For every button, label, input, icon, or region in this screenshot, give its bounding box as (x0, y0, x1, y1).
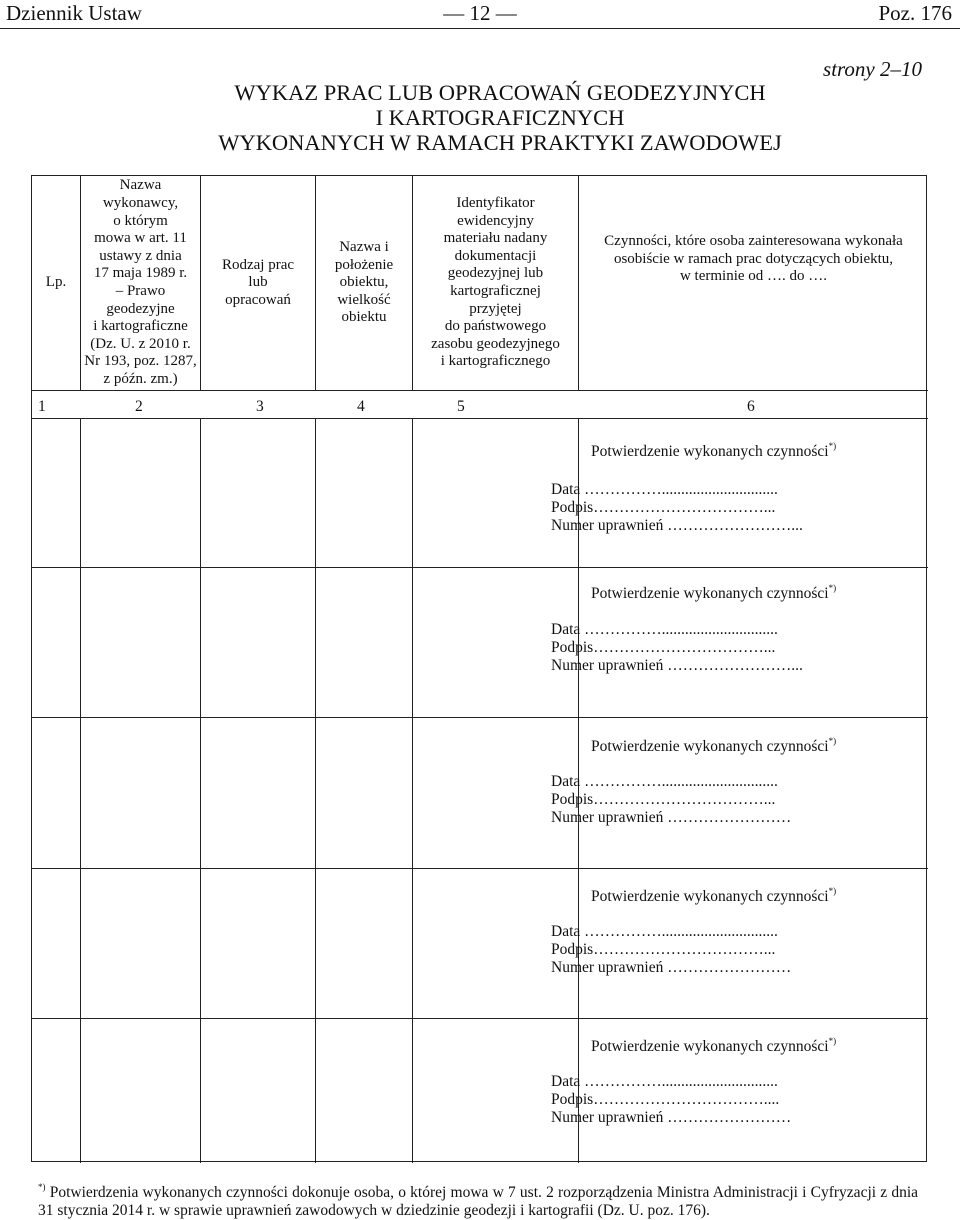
column-divider (80, 418, 81, 1163)
text-line: geodezyjnej lub (447, 265, 544, 282)
column-number: 6 (747, 398, 755, 415)
column-number: 3 (256, 398, 264, 415)
header-activities (579, 176, 928, 390)
date-field[interactable]: Data …………….............................. (551, 481, 778, 498)
date-field[interactable]: Data …………….............................. (551, 773, 778, 790)
license-number-field[interactable]: Numer uprawnień …………………… (551, 959, 792, 976)
pages-note: strony 2–10 (823, 57, 922, 81)
confirmation-title: Potwierdzenie wykonanych czynności*) (591, 1036, 837, 1055)
text-line: ewidencyjny (457, 212, 534, 229)
confirmation-title: Potwierdzenie wykonanych czynności*) (591, 886, 837, 905)
signature-field[interactable]: Podpis……………………………... (551, 639, 776, 656)
signature-field[interactable]: Podpis……………………………... (551, 791, 776, 808)
row-divider (32, 418, 928, 419)
text-line: geodezyjne (106, 300, 175, 317)
title-line: WYKAZ PRAC LUB OPRACOWAŃ GEODEZYJNYCH (234, 80, 766, 105)
column-number: 2 (135, 398, 143, 415)
confirmation-title: Potwierdzenie wykonanych czynności*) (591, 583, 837, 602)
title-line: I KARTOGRAFICZNYCH (375, 105, 625, 130)
text-line: mowa w art. 11 (94, 230, 187, 247)
header-object (316, 176, 412, 390)
column-number: 5 (457, 398, 465, 415)
confirmation-title: Potwierdzenie wykonanych czynności*) (591, 441, 837, 460)
text-line: 17 maja 1989 r. (93, 265, 188, 282)
header-lp (32, 176, 80, 390)
header-work-type-label: Rodzaj prac lub opracowań (221, 256, 295, 308)
text-line: kartograficznej (450, 283, 541, 299)
document-title (150, 80, 850, 155)
text-line: z późn. zm.) (103, 370, 178, 387)
row-divider (32, 1018, 928, 1019)
row-divider (32, 717, 928, 718)
license-number-field[interactable]: Numer uprawnień …………………… (551, 809, 792, 826)
text-line: i kartograficznego (440, 353, 551, 370)
text-line: w terminie od …. do …. (679, 268, 828, 285)
confirmation-title: Potwierdzenie wykonanych czynności*) (591, 736, 837, 755)
license-number-field[interactable]: Numer uprawnień …………………… (551, 1109, 792, 1126)
text-line: i kartograficzne (93, 318, 188, 335)
footnote-text: Potwierdzenia wykonanych czynności dokonuje osoba, o której mowa w 7 ust. 2 rozporządzenia Ministra Administracji i Cyfryzacji z dnia 31 stycznia 2014 r. w sprawie uprawnień zawodowych w dziedzinie geodezji i kartografii (Dz. U. poz. 176). (38, 1184, 919, 1219)
text-line: wykonawcy, (102, 195, 179, 212)
text-line: ustawy z dnia (99, 247, 182, 264)
header-work-type (201, 176, 315, 390)
footnote-mark: *) (828, 736, 837, 746)
text-line: materiału nadany (443, 230, 548, 247)
text-line: osobiście w ramach prac dotyczących obiektu, (613, 250, 894, 267)
text-line: Nr 193, poz. 1287, (84, 353, 197, 370)
column-number: 4 (357, 398, 365, 415)
text-line: – Prawo (115, 283, 166, 299)
footnote-mark: *) (828, 441, 837, 451)
text-line: o którym (113, 212, 168, 229)
header-contractor (81, 176, 200, 390)
signature-field[interactable]: Podpis……………………………... (551, 941, 776, 958)
text-line: do państwowego (444, 318, 547, 335)
column-divider (315, 418, 316, 1163)
page-number: — 12 — (443, 1, 517, 25)
row-divider (32, 868, 928, 869)
text-line: Identyfikator (456, 195, 535, 212)
footnote-mark: *) (828, 583, 837, 593)
column-number: 1 (38, 398, 46, 415)
license-number-field[interactable]: Numer uprawnień ……………………... (551, 517, 803, 534)
footnote-mark: *) (828, 886, 837, 896)
text-line: Czynności, które osoba zainteresowana wykonała (604, 233, 903, 249)
header-identifier (413, 176, 578, 390)
journal-name: Dziennik Ustaw (6, 1, 142, 25)
signature-field[interactable]: Podpis……………………………... (551, 499, 776, 516)
text-line: przyjętej (469, 300, 522, 317)
date-field[interactable]: Data …………….............................. (551, 621, 778, 638)
footnote-mark: *) (828, 1036, 837, 1046)
license-number-field[interactable]: Numer uprawnień ……………………... (551, 657, 803, 674)
column-divider (200, 418, 201, 1163)
title-line: WYKONANYCH W RAMACH PRAKTYKI ZAWODOWEJ (218, 130, 782, 155)
header-identifier-label (431, 195, 560, 371)
column-divider (412, 418, 413, 1163)
text-line: dokumentacji (454, 247, 537, 264)
signature-field[interactable]: Podpis…………………………….... (551, 1091, 780, 1108)
header-lp-label: Lp. (45, 274, 67, 291)
row-divider (32, 390, 928, 391)
position-number: Poz. 176 (878, 1, 952, 25)
header-rule (0, 28, 960, 29)
text-line: Nazwa (119, 177, 162, 194)
text-line: (Dz. U. z 2010 r. (90, 335, 191, 352)
header-activities-label (604, 233, 903, 286)
date-field[interactable]: Data …………….............................. (551, 923, 778, 940)
text-line: zasobu geodezyjnego (431, 335, 560, 352)
date-field[interactable]: Data …………….............................. (551, 1073, 778, 1090)
footnote (38, 1178, 918, 1220)
footnote-mark: *) (38, 1182, 46, 1192)
row-divider (32, 567, 928, 568)
header-contractor-label (84, 177, 197, 388)
running-header (0, 0, 960, 26)
header-object-label: Nazwa i położenie obiektu, wielkość obiektu (334, 239, 394, 326)
